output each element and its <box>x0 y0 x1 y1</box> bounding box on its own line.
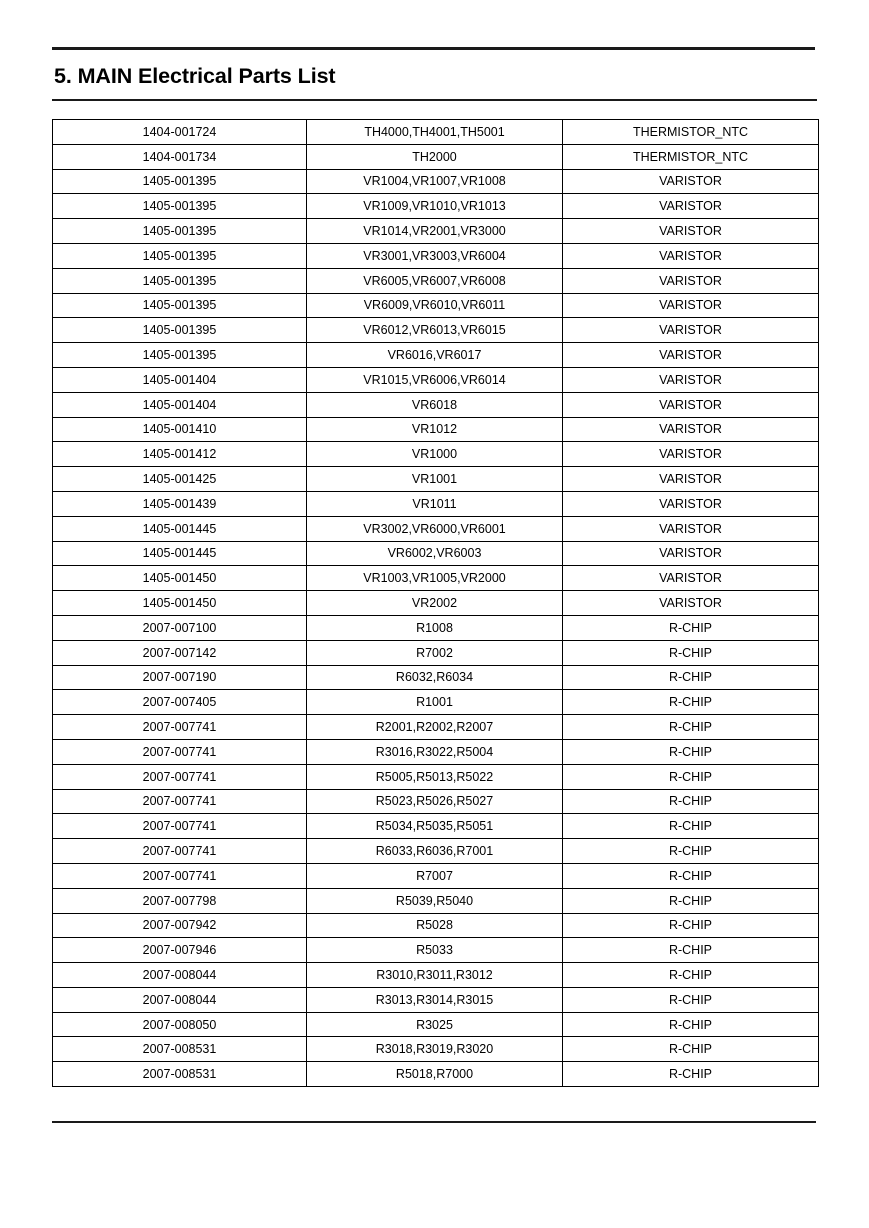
part-code-cell: 1404-001724 <box>53 120 307 145</box>
part-description-cell: R-CHIP <box>563 888 819 913</box>
table-row <box>53 566 819 591</box>
part-location-cell: R5023,R5026,R5027 <box>307 789 563 814</box>
table-row <box>53 243 819 268</box>
part-location-cell: R3025 <box>307 1012 563 1037</box>
table-row <box>53 665 819 690</box>
part-code-cell: 1405-001445 <box>53 541 307 566</box>
part-location-cell: VR1012 <box>307 417 563 442</box>
part-code-cell: 2007-007741 <box>53 814 307 839</box>
part-location-cell: VR1009,VR1010,VR1013 <box>307 194 563 219</box>
table-row <box>53 839 819 864</box>
part-description-cell: VARISTOR <box>563 591 819 616</box>
parts-table-body <box>53 120 819 1087</box>
part-code-cell: 2007-008531 <box>53 1062 307 1087</box>
part-description-cell: VARISTOR <box>563 268 819 293</box>
part-location-cell: VR6002,VR6003 <box>307 541 563 566</box>
table-row <box>53 120 819 145</box>
top-divider <box>52 47 815 50</box>
table-row <box>53 367 819 392</box>
table-row <box>53 888 819 913</box>
part-code-cell: 1405-001445 <box>53 516 307 541</box>
part-location-cell: R3013,R3014,R3015 <box>307 987 563 1012</box>
table-row <box>53 516 819 541</box>
part-description-cell: VARISTOR <box>563 467 819 492</box>
part-location-cell: R7007 <box>307 863 563 888</box>
part-code-cell: 2007-007741 <box>53 839 307 864</box>
table-row <box>53 987 819 1012</box>
part-description-cell: R-CHIP <box>563 938 819 963</box>
part-code-cell: 1405-001395 <box>53 293 307 318</box>
part-code-cell: 1405-001450 <box>53 566 307 591</box>
part-code-cell: 2007-008044 <box>53 963 307 988</box>
table-row <box>53 467 819 492</box>
part-code-cell: 2007-007942 <box>53 913 307 938</box>
part-code-cell: 2007-007798 <box>53 888 307 913</box>
part-description-cell: R-CHIP <box>563 913 819 938</box>
part-code-cell: 1405-001395 <box>53 343 307 368</box>
part-code-cell: 2007-007741 <box>53 789 307 814</box>
part-description-cell: VARISTOR <box>563 293 819 318</box>
part-location-cell: R5039,R5040 <box>307 888 563 913</box>
table-row <box>53 764 819 789</box>
table-row <box>53 715 819 740</box>
table-row <box>53 938 819 963</box>
part-description-cell: VARISTOR <box>563 318 819 343</box>
part-code-cell: 1404-001734 <box>53 144 307 169</box>
table-row <box>53 392 819 417</box>
table-row <box>53 268 819 293</box>
part-location-cell: VR1014,VR2001,VR3000 <box>307 219 563 244</box>
part-description-cell: VARISTOR <box>563 417 819 442</box>
part-description-cell: R-CHIP <box>563 615 819 640</box>
part-code-cell: 2007-007405 <box>53 690 307 715</box>
table-row <box>53 591 819 616</box>
part-location-cell: R3018,R3019,R3020 <box>307 1037 563 1062</box>
part-description-cell: R-CHIP <box>563 987 819 1012</box>
table-row <box>53 194 819 219</box>
part-location-cell: R3016,R3022,R5004 <box>307 739 563 764</box>
part-description-cell: R-CHIP <box>563 764 819 789</box>
part-description-cell: VARISTOR <box>563 219 819 244</box>
part-description-cell: R-CHIP <box>563 665 819 690</box>
part-code-cell: 1405-001450 <box>53 591 307 616</box>
table-row <box>53 318 819 343</box>
part-code-cell: 1405-001404 <box>53 392 307 417</box>
part-code-cell: 1405-001404 <box>53 367 307 392</box>
part-description-cell: VARISTOR <box>563 566 819 591</box>
part-description-cell: R-CHIP <box>563 1037 819 1062</box>
table-row <box>53 615 819 640</box>
part-code-cell: 1405-001395 <box>53 318 307 343</box>
part-description-cell: R-CHIP <box>563 839 819 864</box>
part-description-cell: VARISTOR <box>563 442 819 467</box>
part-code-cell: 2007-008044 <box>53 987 307 1012</box>
part-description-cell: THERMISTOR_NTC <box>563 144 819 169</box>
table-row <box>53 417 819 442</box>
part-description-cell: R-CHIP <box>563 1062 819 1087</box>
part-location-cell: R1008 <box>307 615 563 640</box>
table-row <box>53 491 819 516</box>
part-description-cell: R-CHIP <box>563 690 819 715</box>
part-location-cell: TH2000 <box>307 144 563 169</box>
part-code-cell: 2007-007142 <box>53 640 307 665</box>
table-row <box>53 863 819 888</box>
part-location-cell: VR6018 <box>307 392 563 417</box>
table-row <box>53 814 819 839</box>
part-description-cell: THERMISTOR_NTC <box>563 120 819 145</box>
part-description-cell: R-CHIP <box>563 1012 819 1037</box>
part-description-cell: R-CHIP <box>563 739 819 764</box>
part-location-cell: R6032,R6034 <box>307 665 563 690</box>
table-row <box>53 789 819 814</box>
part-location-cell: VR1004,VR1007,VR1008 <box>307 169 563 194</box>
table-row <box>53 1062 819 1087</box>
part-description-cell: R-CHIP <box>563 814 819 839</box>
part-description-cell: VARISTOR <box>563 392 819 417</box>
table-row <box>53 913 819 938</box>
table-row <box>53 690 819 715</box>
part-location-cell: VR2002 <box>307 591 563 616</box>
table-row <box>53 343 819 368</box>
part-code-cell: 2007-008531 <box>53 1037 307 1062</box>
part-code-cell: 1405-001395 <box>53 169 307 194</box>
part-location-cell: VR1011 <box>307 491 563 516</box>
part-description-cell: VARISTOR <box>563 516 819 541</box>
part-code-cell: 2007-008050 <box>53 1012 307 1037</box>
page-title: 5. MAIN Electrical Parts List <box>54 64 336 88</box>
part-location-cell: VR1015,VR6006,VR6014 <box>307 367 563 392</box>
table-row <box>53 739 819 764</box>
table-row <box>53 442 819 467</box>
part-description-cell: VARISTOR <box>563 367 819 392</box>
table-row <box>53 144 819 169</box>
part-description-cell: R-CHIP <box>563 863 819 888</box>
parts-table <box>52 119 819 1087</box>
part-location-cell: VR6009,VR6010,VR6011 <box>307 293 563 318</box>
part-code-cell: 2007-007100 <box>53 615 307 640</box>
part-location-cell: TH4000,TH4001,TH5001 <box>307 120 563 145</box>
part-location-cell: VR6016,VR6017 <box>307 343 563 368</box>
part-location-cell: VR1001 <box>307 467 563 492</box>
part-code-cell: 1405-001395 <box>53 268 307 293</box>
part-code-cell: 1405-001395 <box>53 194 307 219</box>
part-code-cell: 1405-001410 <box>53 417 307 442</box>
part-location-cell: R5034,R5035,R5051 <box>307 814 563 839</box>
part-code-cell: 2007-007741 <box>53 764 307 789</box>
part-location-cell: R5005,R5013,R5022 <box>307 764 563 789</box>
table-row <box>53 541 819 566</box>
title-divider <box>52 99 817 101</box>
bottom-divider <box>52 1121 816 1123</box>
part-code-cell: 2007-007741 <box>53 739 307 764</box>
part-location-cell: VR6012,VR6013,VR6015 <box>307 318 563 343</box>
part-description-cell: VARISTOR <box>563 243 819 268</box>
part-description-cell: R-CHIP <box>563 789 819 814</box>
part-description-cell: VARISTOR <box>563 541 819 566</box>
part-code-cell: 1405-001425 <box>53 467 307 492</box>
part-location-cell: R5033 <box>307 938 563 963</box>
part-location-cell: VR1003,VR1005,VR2000 <box>307 566 563 591</box>
part-description-cell: VARISTOR <box>563 343 819 368</box>
part-code-cell: 1405-001395 <box>53 219 307 244</box>
part-description-cell: R-CHIP <box>563 715 819 740</box>
part-code-cell: 1405-001412 <box>53 442 307 467</box>
part-location-cell: VR1000 <box>307 442 563 467</box>
part-code-cell: 1405-001395 <box>53 243 307 268</box>
part-location-cell: VR3002,VR6000,VR6001 <box>307 516 563 541</box>
table-row <box>53 1012 819 1037</box>
part-location-cell: R5028 <box>307 913 563 938</box>
part-description-cell: VARISTOR <box>563 169 819 194</box>
table-row <box>53 293 819 318</box>
part-description-cell: VARISTOR <box>563 194 819 219</box>
part-location-cell: R1001 <box>307 690 563 715</box>
table-row <box>53 169 819 194</box>
part-location-cell: VR3001,VR3003,VR6004 <box>307 243 563 268</box>
part-location-cell: VR6005,VR6007,VR6008 <box>307 268 563 293</box>
part-location-cell: R2001,R2002,R2007 <box>307 715 563 740</box>
part-code-cell: 1405-001439 <box>53 491 307 516</box>
table-row <box>53 640 819 665</box>
part-description-cell: VARISTOR <box>563 491 819 516</box>
part-location-cell: R3010,R3011,R3012 <box>307 963 563 988</box>
part-code-cell: 2007-007741 <box>53 863 307 888</box>
part-description-cell: R-CHIP <box>563 963 819 988</box>
part-code-cell: 2007-007741 <box>53 715 307 740</box>
part-code-cell: 2007-007946 <box>53 938 307 963</box>
table-row <box>53 1037 819 1062</box>
part-location-cell: R7002 <box>307 640 563 665</box>
part-code-cell: 2007-007190 <box>53 665 307 690</box>
part-location-cell: R6033,R6036,R7001 <box>307 839 563 864</box>
part-description-cell: R-CHIP <box>563 640 819 665</box>
part-location-cell: R5018,R7000 <box>307 1062 563 1087</box>
table-row <box>53 963 819 988</box>
table-row <box>53 219 819 244</box>
